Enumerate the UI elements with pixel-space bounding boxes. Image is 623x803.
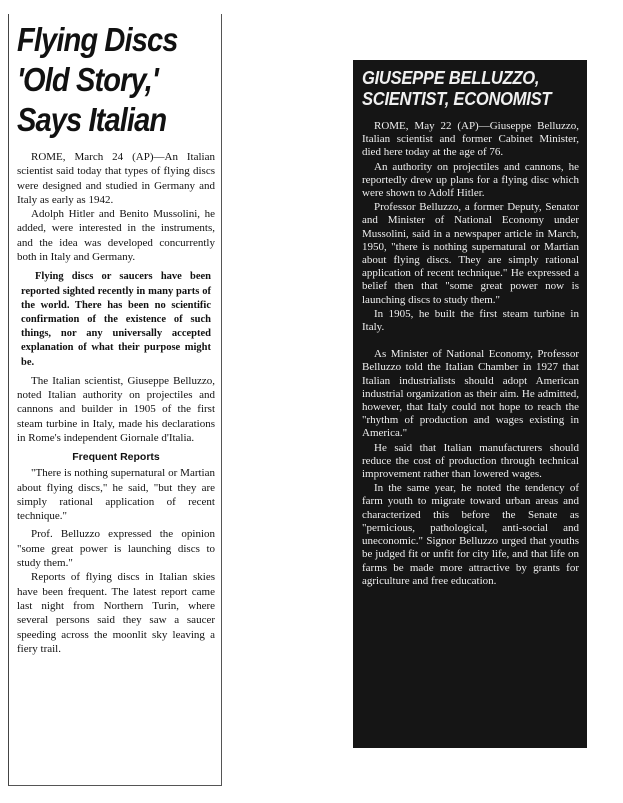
right-paragraph-1: ROME, May 22 (AP)—Giuseppe Belluzzo, Italian scientist and former Cabinet Minister, died here today at the age of 76. <box>362 120 579 159</box>
right-headline-line-1: GIUSEPPE BELLUZZO, <box>362 68 540 88</box>
left-headline <box>17 20 191 140</box>
left-headline-line-3: Says Italian <box>17 101 167 138</box>
right-news-clipping <box>353 60 587 748</box>
right-headline-line-2: SCIENTIST, ECONOMIST <box>362 89 552 109</box>
left-headline-line-2: 'Old Story,' <box>17 61 158 98</box>
left-headline-line-1: Flying Discs <box>17 21 178 58</box>
left-subhead: Frequent Reports <box>72 451 160 464</box>
right-headline <box>362 68 562 110</box>
left-paragraph-4: The Italian scientist, Giuseppe Belluzzo, noted Italian authority on projectiles and cannons and builder in 1905 of the first steam turbine in Italy, made his declarations in Rome's independent Giornale d'Italia. <box>17 374 215 444</box>
right-paragraph-2: An authority on projectiles and cannons, he reportedly drew up plans for a flying disc which were shown to Adolf Hitler. <box>362 160 579 200</box>
left-paragraph-2: Adolph Hitler and Benito Mussolini, he added, were interested in the instruments, and the idea was developed concurrently both in Italy and Germany. <box>17 208 215 264</box>
right-paragraph-4: In 1905, he built the first steam turbine in Italy. <box>362 307 579 334</box>
right-paragraph-3: Professor Belluzzo, a former Deputy, Senator and Minister of National Economy under Mussolini, said in a newspaper article in March, 1950, "there is nothing supernatural or Martian about flying discs. They are simply rational application of recent technique." He expressed a belief then that "some great power now is launching discs to study them." <box>362 201 579 306</box>
right-paragraph-5: As Minister of National Economy, Professor Belluzzo told the Italian Chamber in 1927 that Italian industrialists should adopt American industrial organization as their aim. He admitted, however, that Italy could not hope to reach the "rhythm of production and wages existing in America." <box>362 348 579 440</box>
right-paragraph-7: In the same year, he noted the tendency of farm youth to migrate toward urban areas and characterized this before the Senate as "pernicious, pathological, anti-social and uneconomic." Signor Belluzzo urged that youths be judged fit or unfit for city life, and that life on farms be made more attractive by grants for agriculture and free education. <box>362 482 579 587</box>
left-paragraph-7: Reports of flying discs in Italian skies have been frequent. The latest report came last night from Northern Turin, where several persons said they saw a saucer speeding across the moonlit sky leaving a fiery trail. <box>17 571 215 655</box>
left-news-clipping <box>8 14 222 786</box>
left-editor-note: Flying discs or saucers have been reported sighted recently in many parts of the world. There has been no scientific confirmation of the existence of such things, nor any universally accepted explanation of what their purpose might be. <box>21 271 211 368</box>
left-paragraph-5: "There is nothing supernatural or Martian about flying discs," he said, "but they are simply rational application of recent technique." <box>17 467 215 523</box>
left-paragraph-1: ROME, March 24 (AP)—An Italian scientist said today that types of flying discs were designed and studied in Germany and Italy as early as 1942. <box>17 151 215 206</box>
right-paragraph-6: He said that Italian manufacturers should reduce the cost of production through technical improvement rather than lowered wages. <box>362 441 579 481</box>
left-paragraph-6: Prof. Belluzzo expressed the opinion "some great power is launching discs to study them." <box>17 528 215 570</box>
